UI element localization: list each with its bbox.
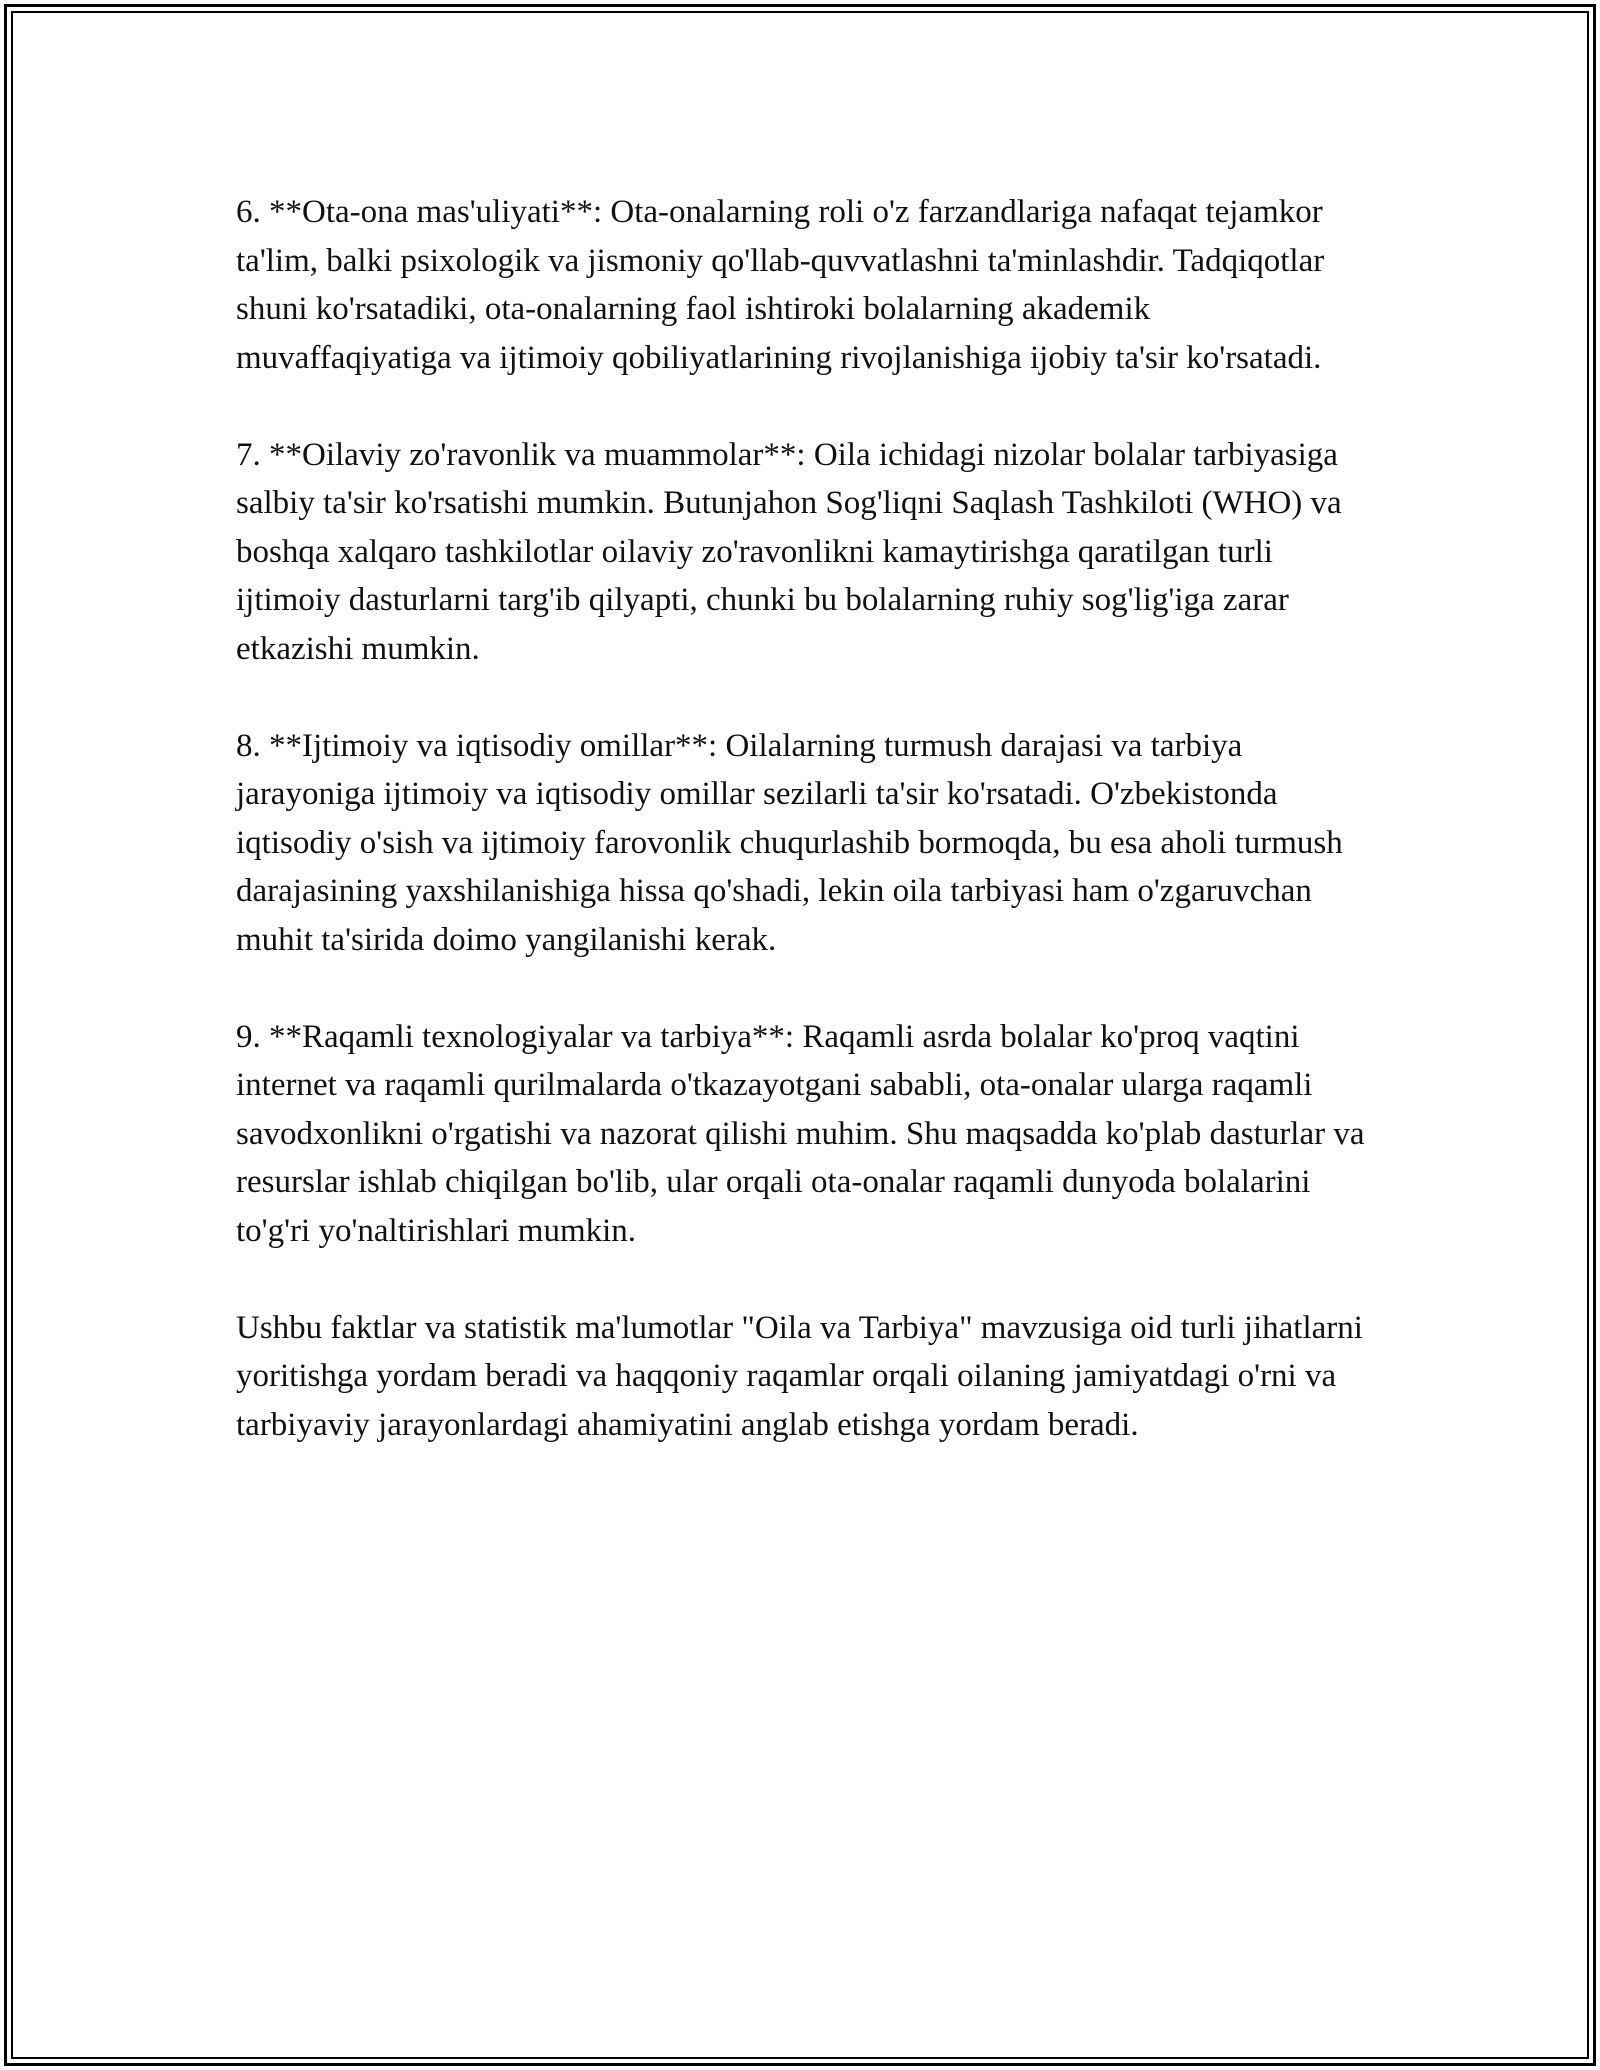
paragraph-digital-technologies: 9. **Raqamli texnologiyalar va tarbiya**: Raqamli asrda bolalar ko'proq vaqtini internet va raqamli qurilmalarda o'tkazayotgani sababli, ota-onalar ularga raqamli savodxonlikni o'rgatishi va nazorat qilishi muhim. Shu maqsadda ko'plab dasturlar va resurslar ishlab chiqilgan bo'lib, ular orqali ota-onalar raqamli dunyoda bolalarini to'g'ri yo'naltirishlari mumkin. bbox=[236, 1018, 1365, 1249]
paragraph-parental-responsibility: 6. **Ota-ona mas'uliyati**: Ota-onalarning roli o'z farzandlariga nafaqat tejamkor ta'lim, balki psixologik va jismoniy qo'llab-quvvatlashni ta'minlashdir. Tadqiqotlar shuni ko'rsatadiki, ota-onalarning faol ishtiroki bolalarning akademik muvaffaqiyatiga va ijtimoiy qobiliyatlarining rivojlanishiga ijobiy ta'sir ko'rsatadi. bbox=[236, 194, 1325, 376]
document-body bbox=[236, 188, 1366, 1498]
paragraph-socioeconomic-factors: 8. **Ijtimoiy va iqtisodiy omillar**: Oilalarning turmush darajasi va tarbiya jarayoniga ijtimoiy va iqtisodiy omillar sezilarli ta'sir ko'rsatadi. O'zbekistonda iqtisodiy o'sish va ijtimoiy farovonlik chuqurlashib bormoqda, bu esa aholi turmush darajasining yaxshilanishiga hissa qo'shadi, lekin oila tarbiyasi ham o'zgaruvchan muhit ta'sirida doimo yangilanishi kerak. bbox=[236, 727, 1343, 958]
paragraph-conclusion: Ushbu faktlar va statistik ma'lumotlar "Oila va Tarbiya" mavzusiga oid turli jihatlarni yoritishga yordam beradi va haqqoniy raqamlar orqali oilaning jamiyatdagi o'rni va tarbiyaviy jarayonlardagi ahamiyatini anglab etishga yordam beradi. bbox=[236, 1309, 1363, 1443]
paragraph-family-violence: 7. **Oilaviy zo'ravonlik va muammolar**: Oila ichidagi nizolar bolalar tarbiyasiga salbiy ta'sir ko'rsatishi mumkin. Butunjahon Sog'liqni Saqlash Tashkiloti (WHO) va boshqa xalqaro tashkilotlar oilaviy zo'ravonlikni kamaytirishga qaratilgan turli ijtimoiy dasturlarni targ'ib qilyapti, chunki bu bolalarning ruhiy sog'lig'iga zarar etkazishi mumkin. bbox=[236, 436, 1342, 667]
